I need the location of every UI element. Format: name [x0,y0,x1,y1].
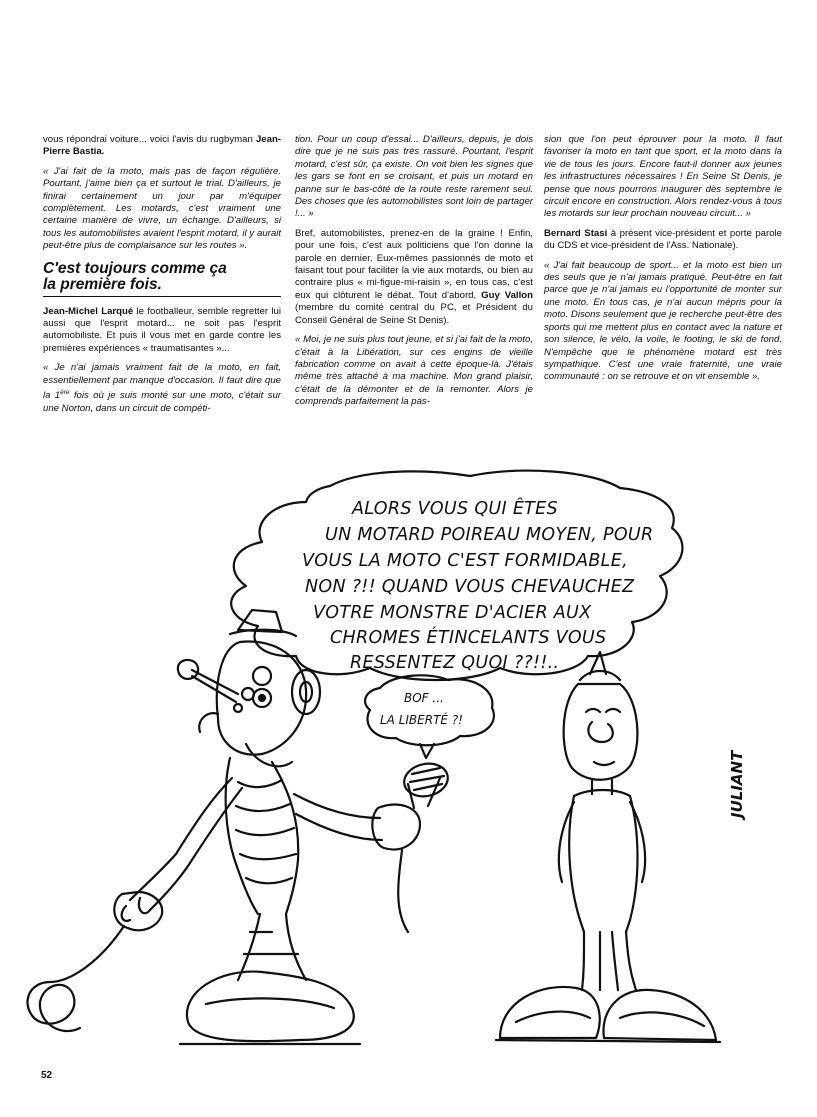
quote-larque-continued: tion. Pour un coup d'essai... D'ailleurs, depuis, je dois dire que je ne suis pas très rassuré. Pourtant, l'esprit motard, c'est sûr, ça existe. On voit bien les signes que les gars se font en se croisant, et puis un motard en panne sur le bas-côté de la route reste rarement seul. Des choses que les automobilistes sont loin de partager !... » [295,134,533,220]
quote-bastia: « J'ai fait de la moto, mais pas de façon régulière. Pourtant, j'aime bien ça et surtout le trial. D'ailleurs, je finirai certainement un jour par m'équiper complètement. Les motards, c'est vraiment une certaine manière de vivre, un échange. D'ailleurs, si tous les automobilistes avaient l'esprit motard, il y aurait peut-être plus de complaisance sur les routes ». [43,165,281,252]
name-larque: Jean-Michel Larqué [43,305,134,317]
paragraph-intro-vallon: Bref, automobilistes, prenez-en de la graine ! Enfin, pour une fois, c'est aux politiciens que l'on donne la parole en dernier. Eux-mêmes passionnés de moto et faisant tout pour faciliter la vie aux motards, ou bien au contraire plus « mi-figue-mi-raisin », en tous cas, c'est eux qui clôturent le débat. Tout d'abord, Guy Vallon (membre du comité central du PC, et Président du Conseil Général de Seine St Denis). [295,227,533,326]
svg-text:NON ?!! QUAND VOUS CHEVAUCHEZ: NON ?!! QUAND VOUS CHEVAUCHEZ [305,577,635,597]
article-column-3 [544,134,782,384]
page-number: 52 [41,1070,53,1081]
article-column-1 [43,134,281,415]
svg-text:LA LIBERTÉ ?!: LA LIBERTÉ ?! [380,713,463,727]
quote-vallon-continued: sion que l'on peut éprouver pour la moto. Il faut favoriser la moto en tant que sport, et la moto dans la vie de tous les jours. Encore faut-il donner aux jeunes les infrastructures nécessaires ! En Seine St Denis, je pense que nous pourrons inaugurer dès septembre le circuit encore en construction. Alors rendez-vous à tous les motards sur leur prochain nouveau circuit... » [544,134,782,220]
svg-text:CHROMES ÉTINCELANTS VOUS: CHROMES ÉTINCELANTS VOUS [330,628,607,648]
name-vallon: Guy Vallon [481,289,533,301]
svg-text:ALORS VOUS QUI ÊTES: ALORS VOUS QUI ÊTES [352,499,558,519]
cartoon-illustration [0,462,817,1092]
section-subheading: C'est toujours comme ça la première fois. [43,261,281,297]
reply-bubble-text [380,691,463,727]
svg-text:VOUS LA MOTO C'EST FORMIDABLE,: VOUS LA MOTO C'EST FORMIDABLE, [302,551,628,571]
paragraph-intro-bastia: vous répondrai voiture... voici l'avis du rugbyman Jean-Pierre Bastia. [43,134,281,158]
quote-larque: « Je n'ai jamais vraiment fait de la moto, en fait, essentiellement par manque d'occasion. Il faut dire que la 1ère fois où je suis monté sur une moto, c'était sur une Norton, dans un circuit de compéti- [43,362,282,414]
name-bastia: Jean-Pierre Bastia. [43,134,281,158]
svg-text:UN MOTARD POIREAU MOYEN, POUR: UN MOTARD POIREAU MOYEN, POUR [325,525,654,545]
speech-bubble-text [302,497,653,673]
quote-stasi: « J'ai fait beaucoup de sport... et la moto est bien un des seuls que je n'ai jamais pratiqué. Peut-être en fait parce que je n'ai jamais eu l'opportunité de monter sur une moto. En tous cas, je n'ai aucun mépris pour la moto. Disons seulement que je recherche peut-être des sports qui me mettent plus en contact avec la nature et son silence, le vélo, la voile, le footing, le ski de fond. N'empêche que le phénomène motard est très sympathique. C'est une vraie fraternité, une vraie communauté : on se retrouve et on vit ensemble ». [544,259,782,383]
paragraph-intro-larque: Jean-Michel Larqué le footballeur, semble regretter lui aussi que l'esprit motard... ne soit pas l'esprit automobiliste. Et puis il vous met en garde contre les premières expériences « traumatisantes »... [43,305,281,354]
svg-text:BOF ...: BOF ... [404,691,444,705]
reply-bubble [365,675,494,745]
interviewee-character [500,652,716,1040]
svg-text:VOTRE MONSTRE D'ACIER AUX: VOTRE MONSTRE D'ACIER AUX [313,603,592,623]
artist-signature: JULIANT [728,750,746,818]
quote-vallon: « Moi, je ne suis plus tout jeune, et si j'ai fait de la moto, c'était à la Libération, sur ces engins de vieille fabrication comme on avait à cette époque-là. J'étais même très attaché à ma machine. Mon grand plaisir, c'était de la démonter et de la remonter. Alors je comprends parfaitement la pas- [295,334,533,408]
article-column-2 [295,134,533,409]
paragraph-intro-stasi: Bernard Stasi à présent vice-président et porte parole du CDS et vice-président de l'Ass. Nationale). [544,227,782,252]
name-stasi: Bernard Stasi [544,227,608,239]
svg-text:RESSENTEZ QUOI ??!!..: RESSENTEZ QUOI ??!!.. [350,653,560,673]
